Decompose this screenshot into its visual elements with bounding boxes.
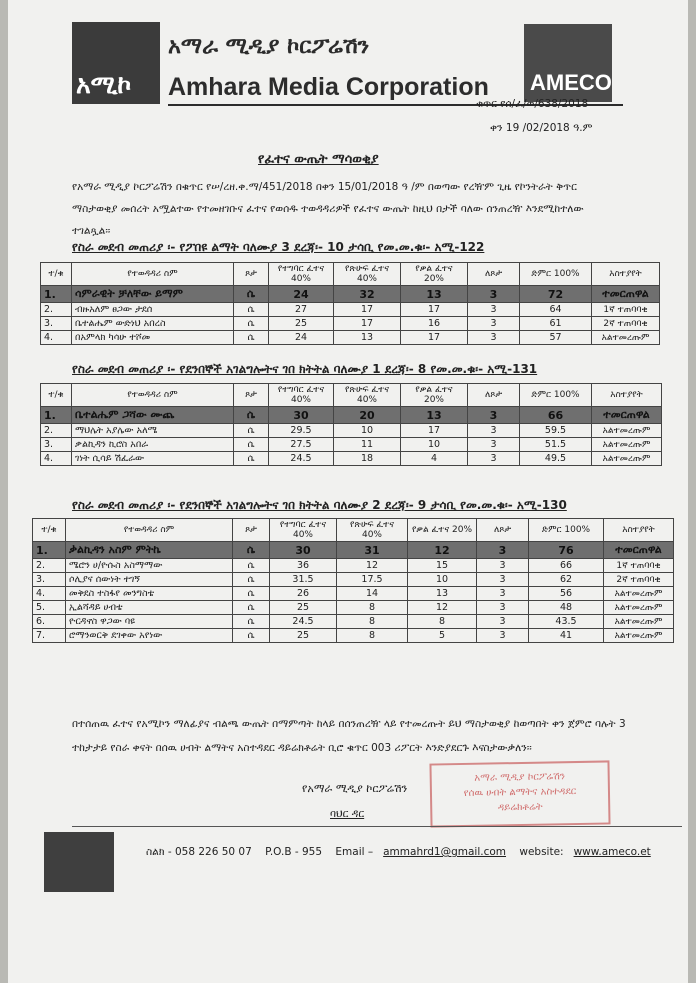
row-no: 2. xyxy=(33,559,66,573)
row-total: 72 xyxy=(520,286,592,303)
col-sex: ጾታ xyxy=(234,263,269,286)
row-name: መቅደስ ተስፋየ መንግስቴ xyxy=(66,587,233,601)
row-practical: 30 xyxy=(270,542,337,559)
row-interview: 8 xyxy=(408,615,477,629)
signature-city: ባህር ዳር xyxy=(330,808,365,820)
row-practical: 25 xyxy=(270,601,337,615)
org-name-amharic: አማራ ሚዲያ ኮርፖሬሽን xyxy=(168,34,370,59)
row-practical: 29.5 xyxy=(269,424,334,438)
row-practical: 31.5 xyxy=(270,573,337,587)
section-heading: የስራ መደብ መጠሪያ ፡- የደንበኞች አገልግሎትና ገበ ክትትል ባለሙያ 1 ደረጃ፡- 8 የመ.መ.ቁ፡- አሚ-131 xyxy=(72,362,538,376)
row-interview: 13 xyxy=(401,407,468,424)
row-practical: 24 xyxy=(269,286,334,303)
row-remark: ተመርጠዋል xyxy=(592,286,660,303)
row-interview: 15 xyxy=(408,559,477,573)
row-remark: አልተመረጡም xyxy=(604,587,674,601)
row-experience: 3 xyxy=(468,286,520,303)
col-practical: የተግባር ፈተና 40% xyxy=(269,263,334,286)
row-remark: ተመርጠዋል xyxy=(604,542,674,559)
row-experience: 3 xyxy=(468,452,520,466)
row-remark: አልተመረጡም xyxy=(604,615,674,629)
row-total: 41 xyxy=(529,629,604,643)
official-stamp xyxy=(429,760,610,827)
col-total: ድምር 100% xyxy=(520,263,592,286)
row-interview: 17 xyxy=(401,424,468,438)
row-practical: 25 xyxy=(270,629,337,643)
stamp-line: ዳይሬክቶሬት xyxy=(497,801,543,814)
row-no: 7. xyxy=(33,629,66,643)
col-remark: አስተያየት xyxy=(592,384,662,407)
row-name: ኢልሻዳይ ሀብቴ xyxy=(66,601,233,615)
row-experience: 3 xyxy=(477,601,529,615)
col-written: የጽሁፍ ፈተና 40% xyxy=(337,519,408,542)
table-row xyxy=(41,452,662,466)
row-experience: 3 xyxy=(477,559,529,573)
row-experience: 3 xyxy=(477,615,529,629)
page-title: የፈተና ውጤት ማሳወቂያ xyxy=(258,152,379,167)
col-remark: አስተያየት xyxy=(592,263,660,286)
row-experience: 3 xyxy=(468,303,520,317)
row-interview: 10 xyxy=(401,438,468,452)
col-sex: ጾታ xyxy=(233,519,270,542)
row-sex: ሴ xyxy=(233,573,270,587)
row-practical: 25 xyxy=(269,317,334,331)
row-remark: አልተመረጡም xyxy=(592,424,662,438)
footer-email-label: Email – xyxy=(335,846,374,858)
results-table xyxy=(40,383,662,466)
row-sex: ሴ xyxy=(234,452,269,466)
row-sex: ሴ xyxy=(234,331,269,345)
intro-paragraph: የአማራ ሚዲያ ኮርፖሬሽን በቁጥር የሠ/ረዘ.ቀ.ማ/451/2018 በቀን 15/01/2018 ዓ /ም በወጣው የረዥም ጊዜ የኮንትራት ቅጥር ማስታወቂያ መሰረት አሟልተው የተመዘገቡና ፈተና የወሰዱ ተወዳዳሪዎች የፈተና ውጤት ከዚህ በታች ባለው ሰንጠረዥ እንደሚከተለው ተገልጿል፡፡ xyxy=(72,181,584,237)
row-experience: 3 xyxy=(477,587,529,601)
row-written: 8 xyxy=(337,601,408,615)
row-remark: ተመርጠዋል xyxy=(592,407,662,424)
footer-website-link[interactable]: www.ameco.et xyxy=(573,846,651,858)
row-remark: አልተመረጡም xyxy=(592,438,662,452)
row-interview: 13 xyxy=(401,286,468,303)
row-remark: አልተመረጡም xyxy=(592,331,660,345)
col-name: የተወዳዳሪ ስም xyxy=(66,519,233,542)
col-experience: ለጾታ xyxy=(468,384,520,407)
row-experience: 3 xyxy=(468,424,520,438)
row-sex: ሴ xyxy=(234,438,269,452)
row-sex: ሴ xyxy=(234,303,269,317)
col-no: ተ/ቁ xyxy=(33,519,66,542)
row-total: 61 xyxy=(520,317,592,331)
results-table xyxy=(32,518,674,643)
row-experience: 3 xyxy=(468,438,520,452)
row-total: 64 xyxy=(520,303,592,317)
row-practical: 27 xyxy=(269,303,334,317)
logo-glyph: አሚኮ xyxy=(76,70,132,99)
row-experience: 3 xyxy=(477,542,529,559)
row-written: 32 xyxy=(334,286,401,303)
row-written: 31 xyxy=(337,542,408,559)
row-no: 4. xyxy=(41,452,72,466)
row-remark: አልተመረጡም xyxy=(592,452,662,466)
table-row xyxy=(41,331,660,345)
row-written: 11 xyxy=(334,438,401,452)
row-sex: ሴ xyxy=(233,559,270,573)
row-interview: 16 xyxy=(401,317,468,331)
row-no: 1. xyxy=(33,542,66,559)
row-practical: 30 xyxy=(269,407,334,424)
row-written: 8 xyxy=(337,615,408,629)
row-no: 3. xyxy=(41,317,72,331)
row-written: 8 xyxy=(337,629,408,643)
col-interview: የቃል ፈተና 20% xyxy=(401,384,468,407)
row-name: ሜሮን ሀ/ዮሱስ አስማማው xyxy=(66,559,233,573)
row-interview: 12 xyxy=(408,542,477,559)
table-header-row xyxy=(41,384,662,407)
col-no: ተ/ቁ xyxy=(41,263,72,286)
col-remark: አስተያየት xyxy=(604,519,674,542)
col-name: የተወዳዳሪ ስም xyxy=(72,263,234,286)
col-experience: ለጾታ xyxy=(477,519,529,542)
row-remark: 1ኛ ተጠባባቂ xyxy=(604,559,674,573)
col-name: የተወዳዳሪ ስም xyxy=(72,384,234,407)
row-experience: 3 xyxy=(468,407,520,424)
row-written: 12 xyxy=(337,559,408,573)
table-row xyxy=(41,424,662,438)
table-header-row xyxy=(33,519,674,542)
table-row xyxy=(33,573,674,587)
row-interview: 10 xyxy=(408,573,477,587)
table-row xyxy=(33,615,674,629)
row-experience: 3 xyxy=(468,331,520,345)
table-row xyxy=(41,286,660,303)
table-row xyxy=(33,601,674,615)
row-sex: ሴ xyxy=(234,424,269,438)
col-practical: የተግባር ፈተና 40% xyxy=(269,384,334,407)
row-no: 1. xyxy=(41,407,72,424)
stamp-line: የሰዉ ሀብት ልማትና አስተዳደር xyxy=(463,786,577,799)
col-sex: ጾታ xyxy=(234,384,269,407)
row-no: 2. xyxy=(41,424,72,438)
col-no: ተ/ቁ xyxy=(41,384,72,407)
row-interview: 12 xyxy=(408,601,477,615)
results-table xyxy=(40,262,660,345)
row-practical: 24.5 xyxy=(269,452,334,466)
row-no: 4. xyxy=(33,587,66,601)
table-row xyxy=(33,629,674,643)
row-sex: ሴ xyxy=(233,601,270,615)
footer-phone: ስልክ - 058 226 50 07 xyxy=(146,846,252,858)
col-written: የጽሁፍ ፈተና 40% xyxy=(334,384,401,407)
row-name: ብዙአለም ፀጋው ታደሰ xyxy=(72,303,234,317)
row-practical: 24.5 xyxy=(270,615,337,629)
row-no: 2. xyxy=(41,303,72,317)
row-total: 66 xyxy=(520,407,592,424)
closing-paragraph: በተሰጠዉ ፈተና የአሚኮን ማለፊያና ብልጫ ውጤት በማምጣት ከላይ በሰንጠረዥ ላይ የተመረጡት ይህ ማስታወቂያ ከወጣበት ቀን ጀምሮ ባሉት 3 ተከታታይ የስራ ቀናት በሰዉ ሀብት ልማትና አስተዳደር ዳይሬክቶሬት ቢሮ ቁጥር 003 ሪፖርት እንድያደርጉ እናስታውቃለን፡፡ xyxy=(72,718,626,754)
footer-rule xyxy=(72,826,682,827)
row-name: ቤተልሔም ውድነህ አበረስ xyxy=(72,317,234,331)
row-sex: ሴ xyxy=(233,629,270,643)
row-name: በአምላክ ካሳሁ ተሾመ xyxy=(72,331,234,345)
footer-pobox: P.O.B - 955 xyxy=(265,846,323,858)
reference-number: ቁጥር የሰ/ፈ/ወ/638/2018 xyxy=(476,98,589,110)
row-total: 51.5 xyxy=(520,438,592,452)
row-total: 57 xyxy=(520,331,592,345)
row-no: 4. xyxy=(41,331,72,345)
row-name: ማህሌት አያሌው አለሜ xyxy=(72,424,234,438)
row-experience: 3 xyxy=(477,629,529,643)
row-total: 59.5 xyxy=(520,424,592,438)
col-written: የጽሁፍ ፈተና 40% xyxy=(334,263,401,286)
row-no: 3. xyxy=(41,438,72,452)
row-interview: 17 xyxy=(401,303,468,317)
footer-block xyxy=(44,832,114,892)
row-no: 1. xyxy=(41,286,72,303)
document-date: ቀን 19 /02/2018 ዓ.ም xyxy=(490,122,593,134)
col-interview: የቃል ፈተና 20% xyxy=(408,519,477,542)
row-written: 14 xyxy=(337,587,408,601)
row-written: 10 xyxy=(334,424,401,438)
row-written: 13 xyxy=(334,331,401,345)
col-experience: ለጾታ xyxy=(468,263,520,286)
row-name: ዮርዳኖስ ዋጋው ባዩ xyxy=(66,615,233,629)
table-row xyxy=(41,303,660,317)
row-total: 76 xyxy=(529,542,604,559)
row-name: ሶሊያና ሰውነት ተገኝ xyxy=(66,573,233,587)
row-remark: 2ኛ ተጠባባቂ xyxy=(592,317,660,331)
stamp-line: አማራ ሚዲያ ኮርፖሬሽን xyxy=(474,771,566,784)
footer-email-link[interactable]: ammahrd1@gmail.com xyxy=(383,846,507,858)
ameco-badge-text: AMECO xyxy=(530,70,612,95)
row-remark: 1ኛ ተጠባባቂ xyxy=(592,303,660,317)
row-no: 3. xyxy=(33,573,66,587)
table-row xyxy=(33,587,674,601)
row-total: 43.5 xyxy=(529,615,604,629)
row-sex: ሴ xyxy=(233,542,270,559)
footer-website-label: website: xyxy=(519,846,564,858)
col-practical: የተግባር ፈተና 40% xyxy=(270,519,337,542)
row-sex: ሴ xyxy=(234,317,269,331)
signature-org: የአማራ ሚዲያ ኮርፖሬሽን xyxy=(302,782,408,795)
row-written: 18 xyxy=(334,452,401,466)
row-written: 17 xyxy=(334,303,401,317)
row-sex: ሴ xyxy=(234,407,269,424)
ameco-logo xyxy=(72,22,160,104)
row-remark: 2ኛ ተጠባባቂ xyxy=(604,573,674,587)
org-name-english: Amhara Media Corporation xyxy=(168,73,489,101)
row-written: 17 xyxy=(334,317,401,331)
col-interview: የቃል ፈተና 20% xyxy=(401,263,468,286)
row-name: ቃልኪዳን አስም ምትኬ xyxy=(66,542,233,559)
row-name: ሮማንወርቅ ደገቀው አየነው xyxy=(66,629,233,643)
table-header-row xyxy=(41,263,660,286)
section-heading: የስራ መደብ መጠሪያ ፡- የደንበኞች አገልግሎትና ገበ ክትትል ባለሙያ 2 ደረጃ፡- 9 ታሳቢ የመ.መ.ቁ፡- አሚ-130 xyxy=(72,498,567,512)
table-row xyxy=(33,559,674,573)
row-total: 49.5 xyxy=(520,452,592,466)
row-written: 20 xyxy=(334,407,401,424)
footer-contacts xyxy=(146,846,661,859)
row-name: ቃልኪዳን ኪሮስ አበራ xyxy=(72,438,234,452)
table-row xyxy=(41,317,660,331)
row-interview: 4 xyxy=(401,452,468,466)
row-total: 66 xyxy=(529,559,604,573)
row-total: 62 xyxy=(529,573,604,587)
row-remark: አልተመረጡም xyxy=(604,629,674,643)
row-experience: 3 xyxy=(477,573,529,587)
table-row xyxy=(41,407,662,424)
row-name: ሳምራዊት ቻለቸው ይማም xyxy=(72,286,234,303)
row-practical: 27.5 xyxy=(269,438,334,452)
row-name: ገነት ሲሳይ ሽፈራው xyxy=(72,452,234,466)
row-name: ቤተልሔም ጋሻው ሙጨ xyxy=(72,407,234,424)
row-no: 5. xyxy=(33,601,66,615)
row-experience: 3 xyxy=(468,317,520,331)
row-interview: 17 xyxy=(401,331,468,345)
row-sex: ሴ xyxy=(234,286,269,303)
section-heading: የስራ መደብ መጠሪያ ፡- የፖበዩ ልማት ባለሙያ 3 ደረጃ፡- 10 ታሳቢ የመ.መ.ቁ፡- አሚ-122 xyxy=(72,240,485,254)
row-practical: 26 xyxy=(270,587,337,601)
ameco-badge xyxy=(524,24,612,102)
row-practical: 24 xyxy=(269,331,334,345)
table-row xyxy=(41,438,662,452)
row-interview: 13 xyxy=(408,587,477,601)
row-sex: ሴ xyxy=(233,587,270,601)
col-total: ድምር 100% xyxy=(529,519,604,542)
row-total: 56 xyxy=(529,587,604,601)
table-row xyxy=(33,542,674,559)
row-total: 48 xyxy=(529,601,604,615)
row-interview: 5 xyxy=(408,629,477,643)
col-total: ድምር 100% xyxy=(520,384,592,407)
row-remark: አልተመረጡም xyxy=(604,601,674,615)
row-no: 6. xyxy=(33,615,66,629)
row-sex: ሴ xyxy=(233,615,270,629)
row-practical: 36 xyxy=(270,559,337,573)
row-written: 17.5 xyxy=(337,573,408,587)
